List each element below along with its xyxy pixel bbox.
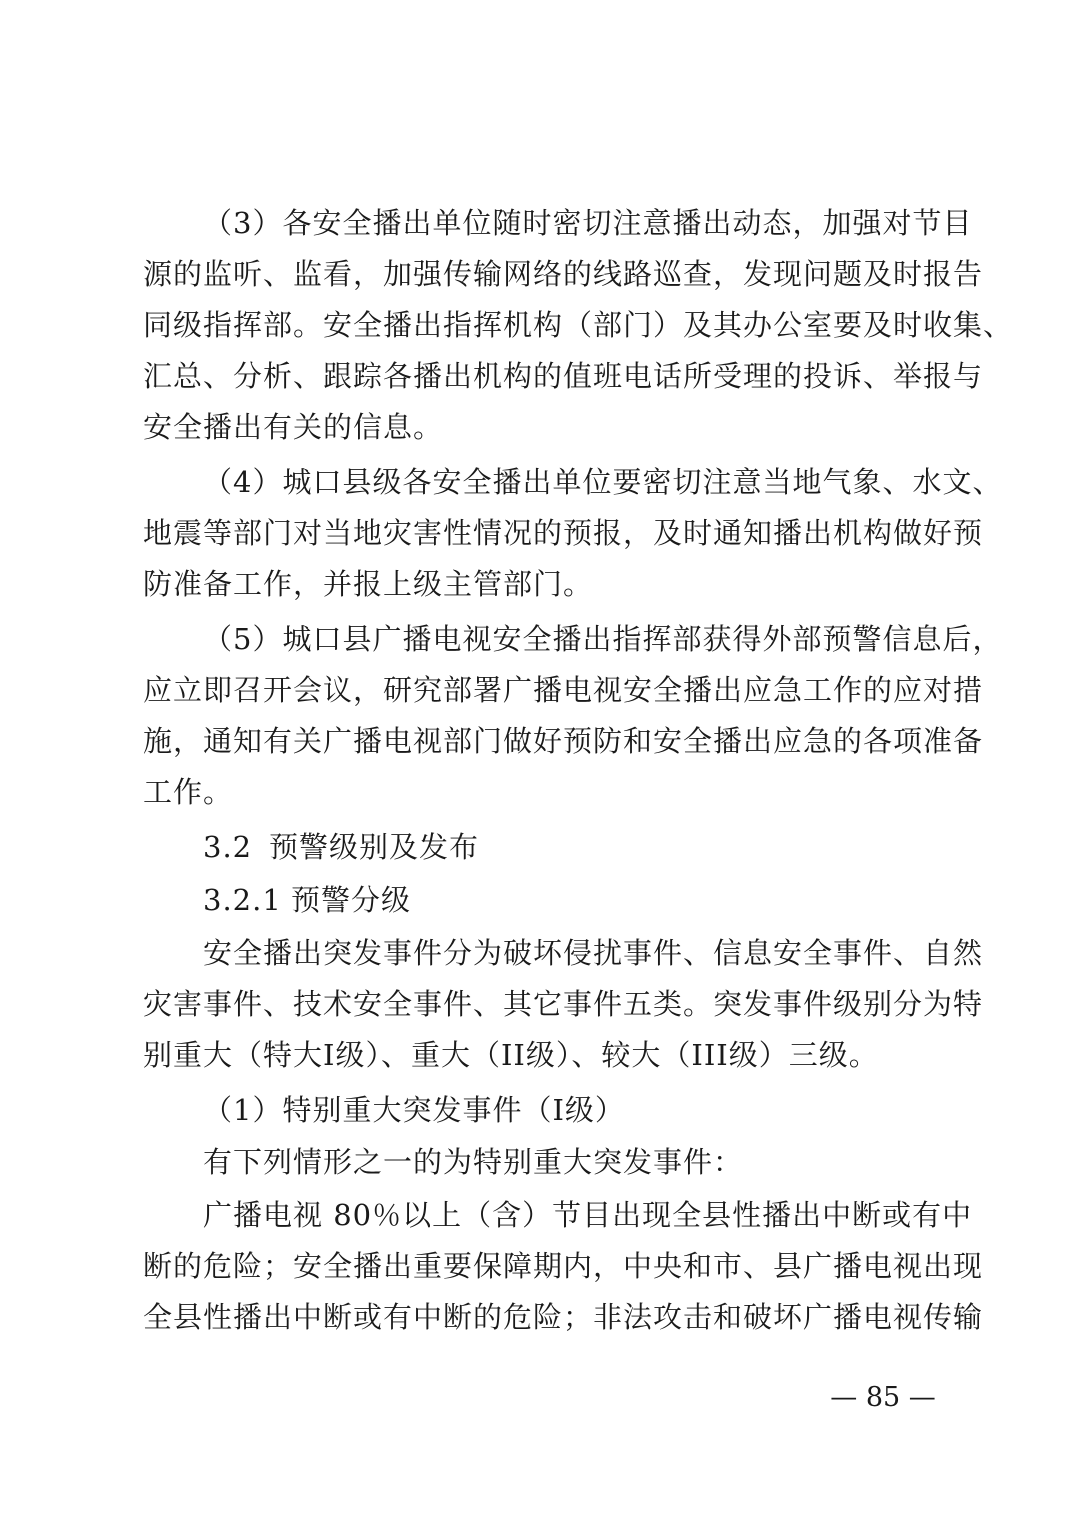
paragraph-4-line-2: 地震等部门对当地灾害性情况的预报，及时通知播出机构做好预	[143, 516, 984, 550]
section-number: 3.2	[203, 830, 253, 864]
classification-line-3: 别重大（特大I级）、重大（II级）、较大（III级）三级。	[143, 1038, 879, 1072]
paragraph-5-line-1: （5）城口县广播电视安全播出指挥部获得外部预警信息后，	[203, 622, 1003, 656]
level-1-criteria-line-2: 断的危险；安全播出重要保障期内，中央和市、县广播电视出现	[143, 1249, 984, 1283]
page-number: — 85 —	[830, 1382, 936, 1413]
subsection-number: 3.2.1	[203, 883, 282, 917]
level-1-criteria-line-3: 全县性播出中断或有中断的危险；非法攻击和破坏广播电视传输	[143, 1300, 984, 1334]
paragraph-3-line-5: 安全播出有关的信息。	[143, 410, 444, 444]
section-title: 预警级别及发布	[269, 830, 480, 864]
level-1-criteria-line-1: 广播电视 80％以上（含）节目出现全县性播出中断或有中	[203, 1198, 973, 1232]
paragraph-5-line-4: 工作。	[143, 775, 234, 809]
paragraph-5-line-3: 施，通知有关广播电视部门做好预防和安全播出应急的各项准备	[143, 724, 984, 758]
section-heading-3-2	[203, 827, 479, 867]
paragraph-4-line-3: 防准备工作，并报上级主管部门。	[143, 567, 594, 601]
paragraph-5-line-2: 应立即召开会议，研究部署广播电视安全播出应急工作的应对措	[143, 673, 984, 707]
classification-line-1: 安全播出突发事件分为破坏侵扰事件、信息安全事件、自然	[203, 936, 984, 970]
section-heading-3-2-1	[203, 880, 411, 920]
classification-line-2: 灾害事件、技术安全事件、其它事件五类。突发事件级别分为特	[143, 987, 984, 1021]
paragraph-3-line-1: （3）各安全播出单位随时密切注意播出动态，加强对节目	[203, 206, 973, 240]
subsection-title: 预警分级	[291, 883, 412, 917]
level-1-intro: 有下列情形之一的为特别重大突发事件：	[203, 1145, 744, 1179]
level-1-heading: （1）特别重大突发事件（I级）	[203, 1093, 625, 1127]
paragraph-3-line-3: 同级指挥部。安全播出指挥机构（部门）及其办公室要及时收集、	[143, 308, 1014, 342]
paragraph-3-line-2: 源的监听、监看，加强传输网络的线路巡查，发现问题及时报告	[143, 257, 984, 291]
paragraph-4-line-1: （4）城口县级各安全播出单位要密切注意当地气象、水文、	[203, 465, 1003, 499]
paragraph-3-line-4: 汇总、分析、跟踪各播出机构的值班电话所受理的投诉、举报与	[143, 359, 984, 393]
